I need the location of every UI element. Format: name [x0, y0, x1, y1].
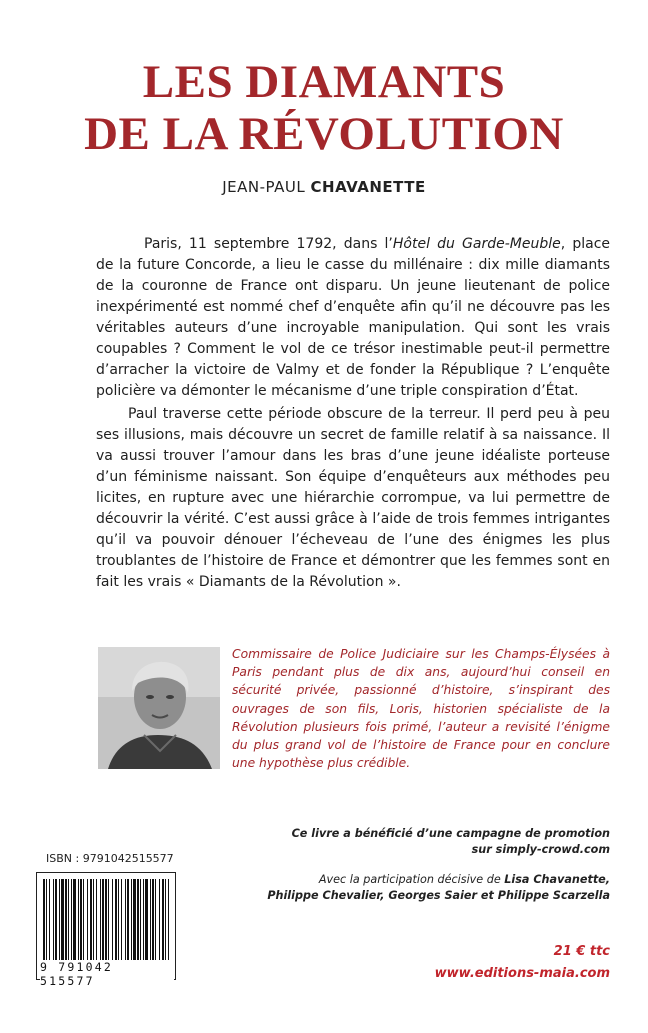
author-name — [0, 178, 648, 196]
contributors-note — [210, 872, 610, 904]
barcode-bar — [80, 879, 82, 961]
barcode-bars — [43, 879, 171, 961]
barcode-bar — [49, 879, 50, 961]
promotion-note — [250, 826, 610, 858]
barcode-bar — [46, 879, 47, 961]
barcode-bar — [112, 879, 113, 961]
promo-line-2: sur simply-crowd.com — [471, 843, 610, 856]
contrib-name-1: Lisa Chavanette, — [504, 873, 610, 886]
synopsis-p1-rest: , place de la future Concorde, a lieu le casse du millénaire : dix mille diamants de la couronne de France ont disparu. Un jeune lieutenant de police inexpérimenté est nommé chef d’enquête afin qu’il ne découvre pas les véritables auteurs d’une incroyable manipulation. Qui sont les vrais coupables ? Comment le vol de ce trésor inestimable peut-il permettre d’arracher la victoire de Valmy et de fonder la République ? L’enquête policière va démonter le mécanisme d’une triple conspiration d’État. — [96, 236, 610, 399]
barcode-bar — [68, 879, 69, 961]
synopsis — [96, 234, 610, 593]
barcode-bar — [152, 879, 154, 961]
barcode-bar — [96, 879, 97, 961]
barcode-bar — [71, 879, 72, 961]
author-photo — [98, 647, 220, 769]
barcode-bar — [140, 879, 141, 961]
barcode-bar — [131, 879, 132, 961]
author-bio: Commissaire de Police Judiciaire sur les Champs-Élysées à Paris pendant plus de dix ans, aujourd’hui conseil en sécurité privée, passionné d’histoire, s’inspirant des ouvrages de son fils, Loris, historien spécialiste de la Révolution plusieurs fois primé, l’auteur a revisité l’énigme du plus grand vol de l’histoire de France pour en conclure une hypothèse plus crédible. — [232, 647, 610, 771]
barcode-bar — [83, 879, 84, 961]
barcode-bar — [121, 879, 122, 961]
barcode-bar — [150, 879, 151, 961]
synopsis-p1-italic: Hôtel du Garde-Meuble — [392, 236, 561, 252]
barcode-bar — [65, 879, 67, 961]
barcode-bar — [145, 879, 148, 961]
barcode-bar — [59, 879, 60, 961]
barcode-bar — [87, 879, 88, 961]
barcode-bar — [137, 879, 139, 961]
barcode-bar — [125, 879, 126, 961]
contrib-names-line-2: Philippe Chevalier, Georges Saier et Philippe Scarzella — [267, 889, 610, 902]
publisher-website: www.editions-maia.com — [434, 966, 610, 981]
barcode-bar — [105, 879, 107, 961]
barcode-bar — [155, 879, 156, 961]
barcode-bar — [108, 879, 109, 961]
barcode-bar — [162, 879, 164, 961]
barcode-bar — [118, 879, 119, 961]
barcode-bar — [102, 879, 104, 961]
barcode-bar — [61, 879, 64, 961]
author-last-name: CHAVANETTE — [310, 178, 426, 196]
promo-line-1: Ce livre a bénéficié d’une campagne de promotion — [291, 827, 610, 840]
synopsis-paragraph-2: Paul traverse cette période obscure de la terreur. Il perd peu à peu ses illusions, mais découvre un secret de famille relatif à sa naissance. Il va aussi trouver l’amour dans les bras d’une jeune idéaliste porteuse d’un féminisme naissant. Son équipe d’enquêteurs aux méthodes peu licites, en rupture avec une hiérarchie corrompue, va lui permettre de découvrir la vérité. C’est aussi grâce à l’aide de trois femmes intrigantes qu’il va pouvoir dénouer l’écheveau de l’une des énigmes les plus troublantes de l’histoire de France et démontrer que les femmes sont en fait les vrais « Diamants de la Révolution ». — [96, 406, 610, 590]
author-first-name: JEAN-PAUL — [222, 178, 306, 196]
barcode-bar — [53, 879, 54, 961]
barcode-bar — [93, 879, 94, 961]
barcode-bar — [133, 879, 136, 961]
barcode-digits: 9 791042 515577 — [40, 960, 174, 988]
price: 21 € ttc — [553, 944, 610, 959]
barcode-bar — [159, 879, 160, 961]
contrib-intro: Avec la participation décisive de — [318, 873, 505, 886]
synopsis-p1-start: Paris, 11 septembre 1792, dans l’ — [144, 236, 393, 252]
barcode-bar — [165, 879, 166, 961]
barcode-bar — [127, 879, 129, 961]
barcode-bar — [168, 879, 169, 961]
barcode-bar — [90, 879, 92, 961]
barcode-bar — [43, 879, 45, 961]
barcode-bar — [55, 879, 57, 961]
book-title-line1: LES DIAMANTS — [142, 56, 506, 108]
barcode-bar — [143, 879, 144, 961]
barcode-bar — [115, 879, 117, 961]
barcode-bar — [73, 879, 76, 961]
book-title-line2: DE LA RÉVOLUTION — [84, 108, 564, 160]
barcode-bar — [100, 879, 101, 961]
synopsis-paragraph-1 — [96, 234, 610, 402]
isbn-label: ISBN : 9791042515577 — [46, 852, 174, 865]
barcode-bar — [78, 879, 79, 961]
